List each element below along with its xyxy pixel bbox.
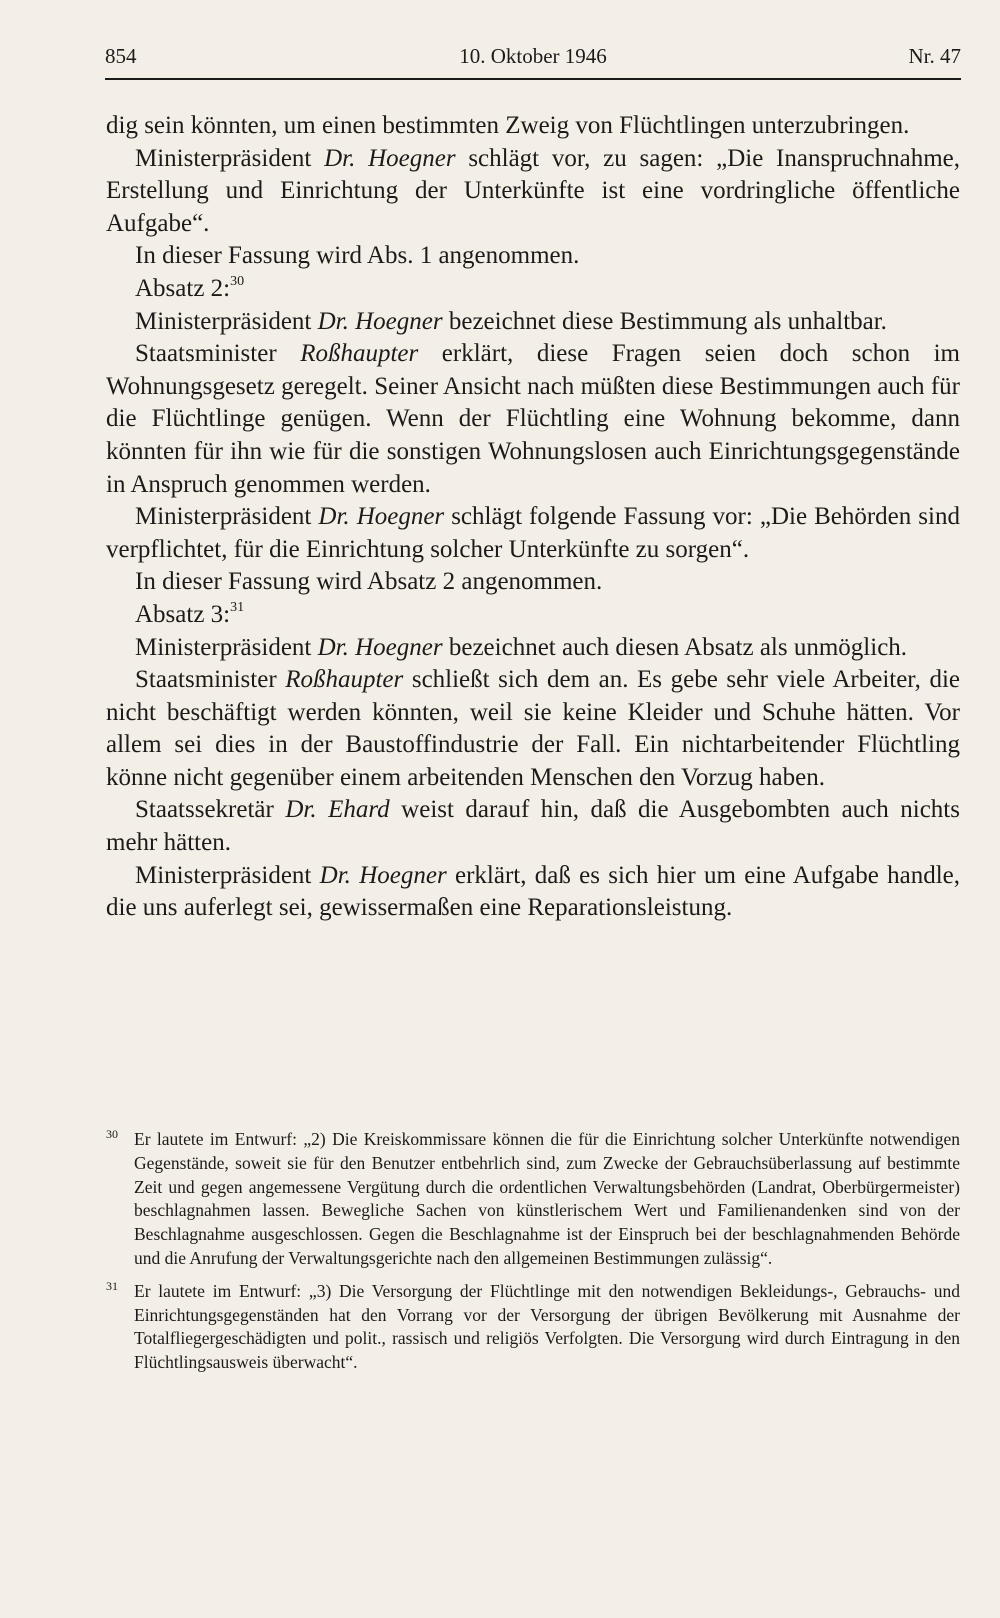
paragraph [106,632,960,665]
statement: schlägt folgende Fassung vor: „Die Behörden sind verpflichtet, für die Einrichtung solcher Unterkünfte zu sorgen“. [106,503,960,563]
header-rule [105,78,961,80]
paragraph [106,338,960,501]
footnote-text: Er lautete im Entwurf: „2) Die Kreiskommissare können die für die Einrichtung solcher Unterkünfte notwendigen Gegenstände, soweit sie für den Benutzer entbehrlich sind, zum Zwecke der Gebrauchsüberlassung auf bestimmte Zeit und gegen angemessene Vergütung durch die ordentlichen Verwaltungsbehörden (Landrat, Oberbürgermeister) beschlagnahmen lassen. Bewegliche Sachen von künstlerischem Wert und Familienandenken sind von der Beschlagnahme ausgeschlossen. Gegen die Beschlagnahme ist der Einspruch bei der beschlagnahmenden Behörde und die Anrufung der Verwaltungsgerichte nach den allgemeinen Bestimmungen zulässig“. [134,1129,960,1268]
speaker-name: Dr. Hoegner [317,307,443,335]
speaker-name: Dr. Hoegner [318,503,445,531]
speaker-title: Ministerpräsident [135,503,319,531]
speaker-name: Dr. Hoegner [324,144,456,172]
footnote-ref: 31 [230,599,245,615]
issue-number: Nr. 47 [908,44,961,68]
speaker-title: Ministerpräsident [135,144,325,172]
paragraph [106,664,960,794]
section-label: Absatz 2: [135,274,231,302]
speaker-title: Staatsminister [135,340,301,368]
footnote [106,1280,960,1375]
footnotes [106,1128,960,1384]
speaker-name: Dr. Ehard [285,796,390,824]
statement: bezeichnet auch diesen Absatz als unmöglich. [442,633,908,661]
speaker-name: Dr. Hoegner [317,633,443,661]
section-heading [106,599,960,632]
statement: erklärt, diese Fragen seien doch schon im Wohnungsgesetz geregelt. Seiner Ansicht nach müßten diese Bestimmungen auch für die Flüchtlinge genügen. Wenn der Flüchtling eine Wohnung bekomme, dann könnten für ihn wie für die sonstigen Wohnungslosen auch Einrichtungsgegenstände in Anspruch genommen werden. [106,340,961,498]
paragraph: In dieser Fassung wird Absatz 2 angenommen. [135,568,603,596]
speaker-name: Roßhaupter [300,340,419,368]
statement: schließt sich dem an. Es gebe sehr viele Arbeiter, die nicht beschäftigt werden könnten, weil sie keine Kleider und Schuhe hätten. Vor allem sei dies in der Baustoffindustrie der Fall. Ein nichtarbeitender Flüchtling könne nicht gegenüber einem arbeitenden Menschen den Vorzug haben. [106,666,960,791]
body-text [106,110,960,925]
speaker-title: Staatsminister [135,666,286,694]
speaker-name: Roßhaupter [285,666,404,694]
paragraph [106,794,960,859]
speaker-title: Ministerpräsident [135,633,318,661]
speaker-title: Ministerpräsident [135,307,318,335]
speaker-name: Dr. Hoegner [319,861,447,889]
paragraph [106,860,960,925]
paragraph: dig sein könnten, um einen bestimmten Zweig von Flüchtlingen unterzubringen. [106,112,910,139]
paragraph: In dieser Fassung wird Abs. 1 angenommen. [135,242,580,270]
paragraph [106,501,960,566]
header-date: 10. Oktober 1946 [459,44,607,68]
paragraph [106,143,960,241]
running-header [105,44,961,78]
statement: erklärt, daß es sich hier um eine Aufgabe handle, die uns auferlegt sei, gewissermaßen eine Reparationsleistung. [106,861,960,922]
footnote-number: 30 [106,1127,118,1141]
footnote-ref: 30 [230,273,245,289]
statement: schlägt vor, zu sagen: „Die Inanspruchnahme, Erstellung und Einrichtung der Unterkünfte ist eine vordringliche öffentliche Aufgabe“. [106,144,960,237]
section-label: Absatz 3: [135,600,231,628]
footnote [106,1128,960,1271]
paragraph [106,306,960,339]
statement: weist darauf hin, daß die Ausgebombten auch nichts mehr hätten. [106,796,960,857]
footnote-number: 31 [106,1278,118,1293]
section-heading [106,273,960,306]
page-number: 854 [105,44,137,68]
speaker-title: Ministerpräsident [135,861,320,889]
footnote-text: Er lautete im Entwurf: „3) Die Versorgung der Flüchtlinge mit den notwendigen Bekleidungs-, Gebrauchs- und Einrichtungsgegenständen hat den Vorrang vor der Versorgung der übrigen Bevölkerung mit Ausnahme der Totalfliegergeschädigten und polit., rassisch und religiös Verfolgten. Die Versorgung wird durch Eintragung in den Flüchtlingsausweis überwacht“. [134,1280,960,1373]
statement: bezeichnet diese Bestimmung als unhaltbar. [442,307,887,335]
speaker-title: Staatssekretär [135,796,286,824]
